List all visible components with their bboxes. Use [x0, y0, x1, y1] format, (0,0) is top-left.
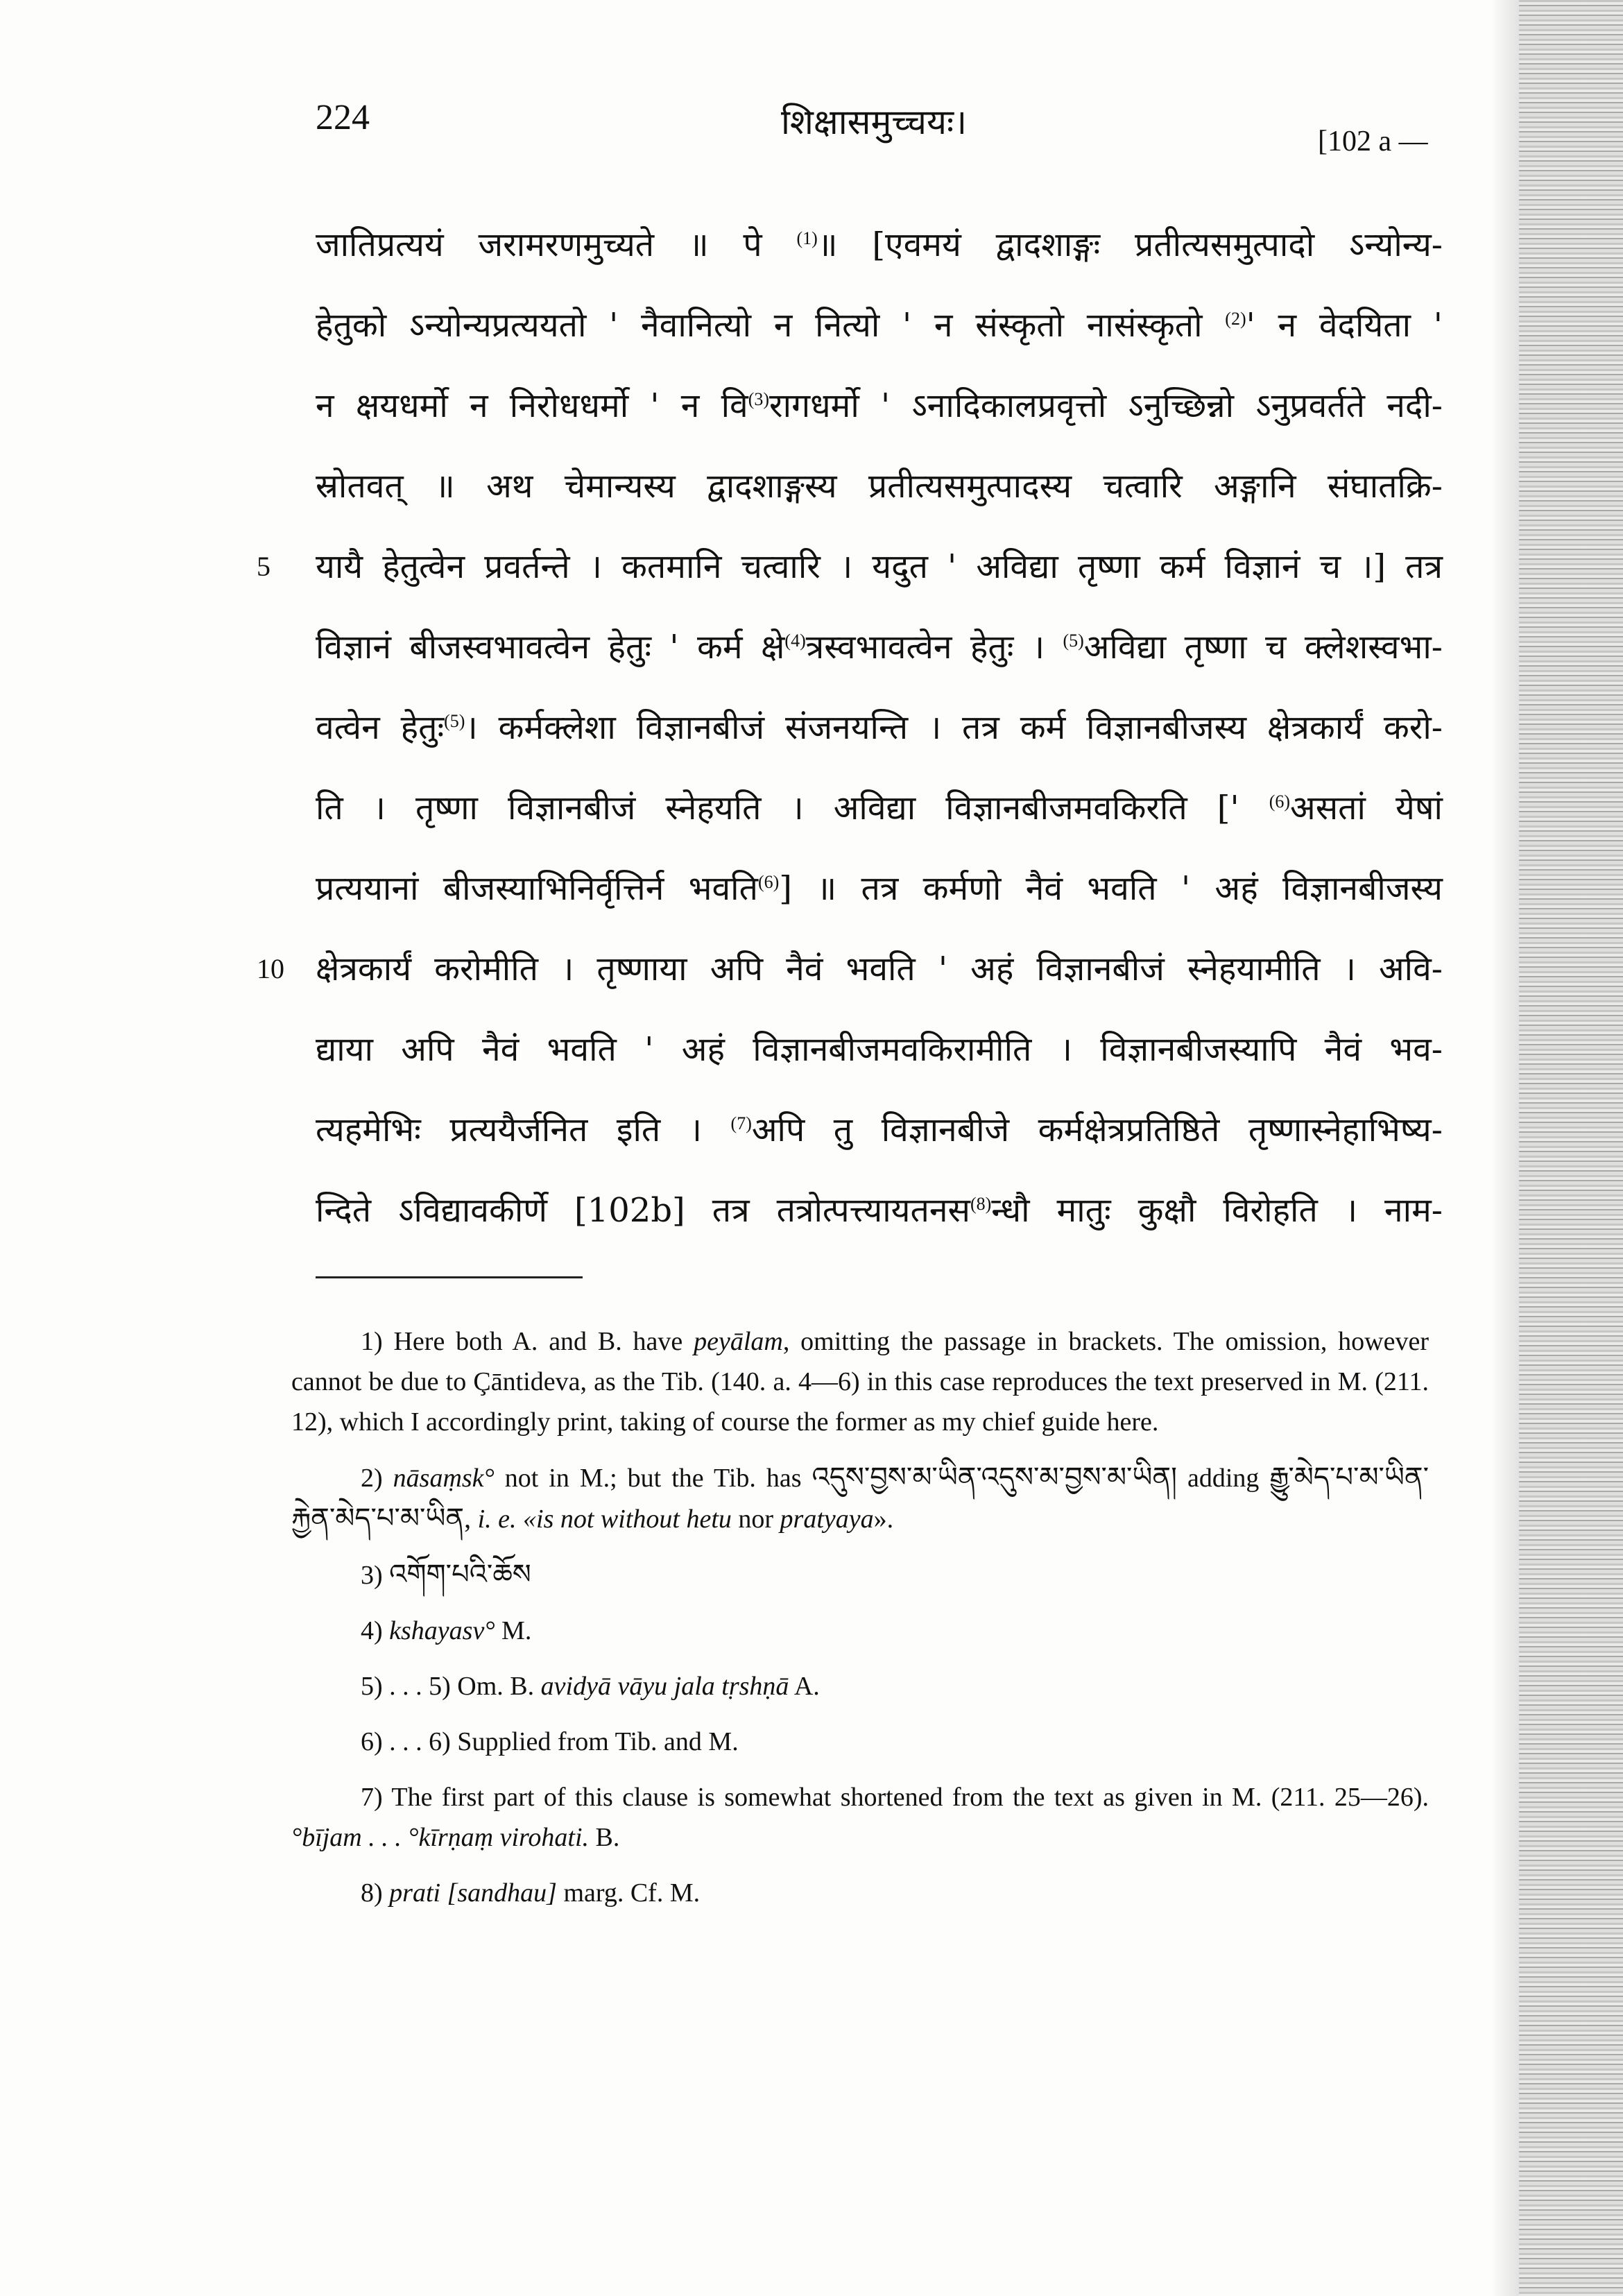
text-segment: द्याया अपि नैवं भवति ' अहं विज्ञानबीजमवकिरामीति । विज्ञानबीजस्यापि नैवं भव- [316, 1030, 1443, 1069]
text-segment: विज्ञानं बीजस्वभावत्वेन हेतुः ' कर्म क्षे [316, 628, 785, 667]
text-line [316, 768, 1443, 848]
footnote-1 [291, 1321, 1429, 1442]
footnote-italic: °bījam . . . °kīrṇaṃ virohati. [291, 1823, 590, 1852]
footnote-text: 1) Here both A. and B. have [361, 1327, 694, 1356]
text-segment: ति । तृष्णा विज्ञानबीजं स्नेहयति । अविद्या विज्ञानबीजमवकिरति [' [316, 789, 1269, 828]
footnote-2 [291, 1457, 1429, 1539]
text-segment: हेतुको ऽन्योन्यप्रत्ययतो ' नैवानित्यो न नित्यो ' न संस्कृतो नासंस्कृतो [316, 306, 1226, 345]
footnote-marker: (8) [970, 1194, 992, 1214]
footnote-text: not in M.; but the Tib. has [494, 1464, 812, 1493]
footnote-marker: (3) [748, 389, 770, 409]
line-number: 5 [257, 551, 270, 582]
text-segment: त्यहमेभिः प्रत्ययैर्जनित इति । [316, 1111, 731, 1149]
text-line [316, 1090, 1443, 1170]
footnote-italic: prati [sandhau] [389, 1878, 557, 1908]
footnote-italic: pratyaya [780, 1505, 874, 1534]
text-segment: अपि तु विज्ञानबीजे कर्मक्षेत्रप्रतिष्ठिते तृष्णास्नेहाभिष्य- [751, 1111, 1443, 1149]
footnote-text: 3) [361, 1561, 390, 1590]
running-title: शिक्षासमुच्चयः। [780, 102, 968, 142]
footnote-italic: hetu [686, 1505, 732, 1534]
footnote-text: adding [1177, 1464, 1270, 1493]
footnote-text: ». [873, 1505, 894, 1534]
text-segment: न्दिते ऽविद्यावकीर्णे [102b] तत्र तत्रोत्पत्त्यायतनस [316, 1191, 970, 1230]
footnote-divider [316, 1276, 583, 1278]
footnote-3 [291, 1554, 1429, 1595]
text-segment: त्रस्वभावत्वेन हेतुः । [805, 628, 1063, 667]
footnote-marker: (6) [757, 872, 780, 892]
text-segment: क्षेत्रकार्यं करोमीति । तृष्णाया अपि नैवं भवति ' अहं विज्ञानबीजं स्नेहयामीति । अवि- [316, 950, 1443, 988]
footnote-7 [291, 1777, 1429, 1858]
tibetan-text: འདུས་བྱས་མ་ཡིན་འདུས་མ་བྱས་མ་ཡིན། [812, 1462, 1177, 1493]
text-segment: स्रोतवत् ॥ अथ चेमान्यस्य द्वादशाङ्गस्य प्रतीत्यसमुत्पादस्य चत्वारि अङ्गानि संघातक्रि- [316, 467, 1443, 506]
text-segment: वत्वेन हेतुः [316, 708, 445, 747]
footnote-text: 4) [361, 1616, 390, 1645]
text-line [316, 687, 1443, 768]
footnote-text: 5) . . . 5) Om. B. [361, 1672, 541, 1701]
footnote-4 [291, 1611, 1429, 1651]
main-sanskrit-text [257, 205, 1443, 1251]
footnote-marker: (4) [784, 631, 806, 651]
line-number: 10 [257, 953, 284, 984]
footnote-marker: (7) [730, 1113, 752, 1133]
text-segment: जातिप्रत्ययं जरामरणमुच्यते ॥ पे [316, 225, 797, 264]
page-number: 224 [316, 98, 370, 137]
footnote-6 [291, 1722, 1429, 1762]
text-line [316, 1009, 1443, 1090]
text-line [316, 607, 1443, 687]
folio-reference: [102 a — [1318, 126, 1428, 157]
footnote-marker: (5) [1063, 631, 1084, 651]
tibetan-text: འགོག་པའི་ཆོས [389, 1559, 531, 1590]
footnote-text: B. [589, 1823, 620, 1852]
footnote-text: 8) [361, 1878, 390, 1908]
footnote-marker: (5) [444, 711, 465, 731]
text-line [316, 446, 1443, 526]
footnote-marker: (6) [1269, 791, 1291, 812]
text-segment: न्धौ मातुः कुक्षौ विरोहति । नाम- [991, 1191, 1443, 1230]
footnote-italic: kshayasv° [389, 1616, 495, 1645]
footnote-marker: (2) [1225, 309, 1246, 329]
footnote-text: 2) [361, 1464, 393, 1493]
footnote-5 [291, 1666, 1429, 1706]
text-line [257, 526, 1443, 607]
footnote-italic: nāsaṃsk° [393, 1464, 495, 1493]
footnote-8 [291, 1873, 1429, 1913]
footnote-text: nor [731, 1505, 780, 1534]
scanned-page-edge [1519, 0, 1623, 2296]
footnotes [291, 1321, 1429, 1928]
text-segment: यायै हेतुत्वेन प्रवर्तन्ते । कतमानि चत्वारि । यदुत ' अविद्या तृष्णा कर्म विज्ञानं च ।] तत्र [316, 547, 1443, 586]
footnote-text: i. e. «is not without [471, 1505, 687, 1534]
text-segment: । कर्मक्लेशा विज्ञानबीजं संजनयन्ति । तत्र कर्म विज्ञानबीजस्य क्षेत्रकार्यं करो- [465, 708, 1443, 747]
text-segment: ] ॥ तत्र कर्मणो नैवं भवति ' अहं विज्ञानबीजस्य [779, 869, 1443, 908]
text-segment: अविद्या तृष्णा च क्लेशस्वभा- [1083, 628, 1443, 667]
footnote-text: 7) The first part of this clause is somewhat shortened from the text as given in M. (211. 25—26). [361, 1783, 1429, 1812]
text-segment: न क्षयधर्मो न निरोधधर्मो ' न वि [316, 386, 748, 425]
text-line [316, 205, 1443, 285]
text-segment: प्रत्ययानां बीजस्याभिनिर्वृत्तिर्न भवति [316, 869, 758, 908]
footnote-text: , omitting the passage in brackets. The omission, however cannot be due to Çāntideva, as the Tib. (140. a. 4—6) in this case reproduces the text preserved in M. (211. 12), which I accordingly print, taking of course the former as my chief guide here. [291, 1327, 1429, 1437]
footnote-marker: (1) [796, 228, 818, 248]
text-segment: असतां येषां [1290, 789, 1443, 828]
tibetan-text: རྒྱུ་མེད་པ་མ་ཡིན་རྐྱེན་མེད་པ་མ་ཡིན, [291, 1462, 1429, 1534]
text-line [316, 366, 1443, 446]
text-line [316, 848, 1443, 929]
text-segment: ' न वेदयिता ' [1246, 306, 1443, 345]
footnote-text: marg. Cf. M. [556, 1878, 701, 1908]
page-edge-shadow [1491, 0, 1519, 2296]
footnote-text: A. [789, 1672, 820, 1701]
text-line [257, 929, 1443, 1009]
text-line [316, 285, 1443, 366]
text-segment: रागधर्मो ' ऽनादिकालप्रवृत्तो ऽनुच्छिन्नो ऽनुप्रवर्तते नदी- [769, 386, 1443, 425]
footnote-text: 6) . . . 6) Supplied from Tib. and M. [361, 1727, 739, 1756]
text-line [316, 1170, 1443, 1251]
footnote-italic: avidyā vāyu jala tṛshṇā [540, 1672, 789, 1701]
footnote-italic: peyālam [694, 1327, 783, 1356]
footnote-text: M. [495, 1616, 532, 1645]
text-segment: ॥ [एवमयं द्वादशाङ्गः प्रतीत्यसमुत्पादो ऽन्योन्य- [817, 225, 1443, 264]
